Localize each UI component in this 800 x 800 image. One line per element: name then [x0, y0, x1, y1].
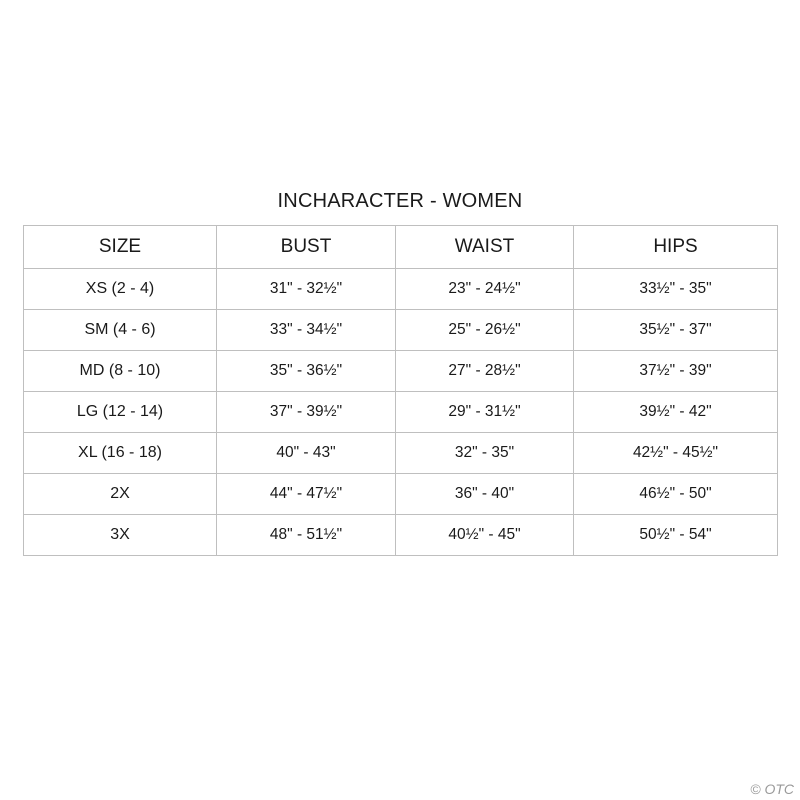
- table-row: [24, 433, 778, 474]
- column-header-size: SIZE: [24, 226, 217, 269]
- hips-cell: 33½" - 35": [574, 269, 778, 310]
- table-row: [24, 269, 778, 310]
- table-row: [24, 392, 778, 433]
- bust-cell: 33" - 34½": [217, 310, 396, 351]
- waist-cell: 40½" - 45": [396, 515, 574, 556]
- bust-cell: 48" - 51½": [217, 515, 396, 556]
- hips-cell: 50½" - 54": [574, 515, 778, 556]
- size-cell: 3X: [24, 515, 217, 556]
- size-cell: 2X: [24, 474, 217, 515]
- bust-cell: 35" - 36½": [217, 351, 396, 392]
- waist-cell: 27" - 28½": [396, 351, 574, 392]
- table-row: [24, 310, 778, 351]
- size-cell: MD (8 - 10): [24, 351, 217, 392]
- otc-watermark: © OTC: [750, 781, 794, 797]
- waist-cell: 36" - 40": [396, 474, 574, 515]
- hips-cell: 35½" - 37": [574, 310, 778, 351]
- hips-cell: 37½" - 39": [574, 351, 778, 392]
- hips-cell: 42½" - 45½": [574, 433, 778, 474]
- bust-cell: 40" - 43": [217, 433, 396, 474]
- column-header-hips: HIPS: [574, 226, 778, 269]
- size-cell: SM (4 - 6): [24, 310, 217, 351]
- waist-cell: 32" - 35": [396, 433, 574, 474]
- bust-cell: 31" - 32½": [217, 269, 396, 310]
- bust-cell: 37" - 39½": [217, 392, 396, 433]
- page-title: INCHARACTER - WOMEN: [277, 190, 523, 212]
- table-header-row: [24, 226, 778, 269]
- table-row: [24, 474, 778, 515]
- bust-cell: 44" - 47½": [217, 474, 396, 515]
- table-row: [24, 515, 778, 556]
- column-header-waist: WAIST: [396, 226, 574, 269]
- waist-cell: 29" - 31½": [396, 392, 574, 433]
- waist-cell: 23" - 24½": [396, 269, 574, 310]
- size-cell: XS (2 - 4): [24, 269, 217, 310]
- size-cell: XL (16 - 18): [24, 433, 217, 474]
- column-header-bust: BUST: [217, 226, 396, 269]
- hips-cell: 39½" - 42": [574, 392, 778, 433]
- size-cell: LG (12 - 14): [24, 392, 217, 433]
- waist-cell: 25" - 26½": [396, 310, 574, 351]
- table-row: [24, 351, 778, 392]
- size-chart-table: [23, 225, 778, 556]
- hips-cell: 46½" - 50": [574, 474, 778, 515]
